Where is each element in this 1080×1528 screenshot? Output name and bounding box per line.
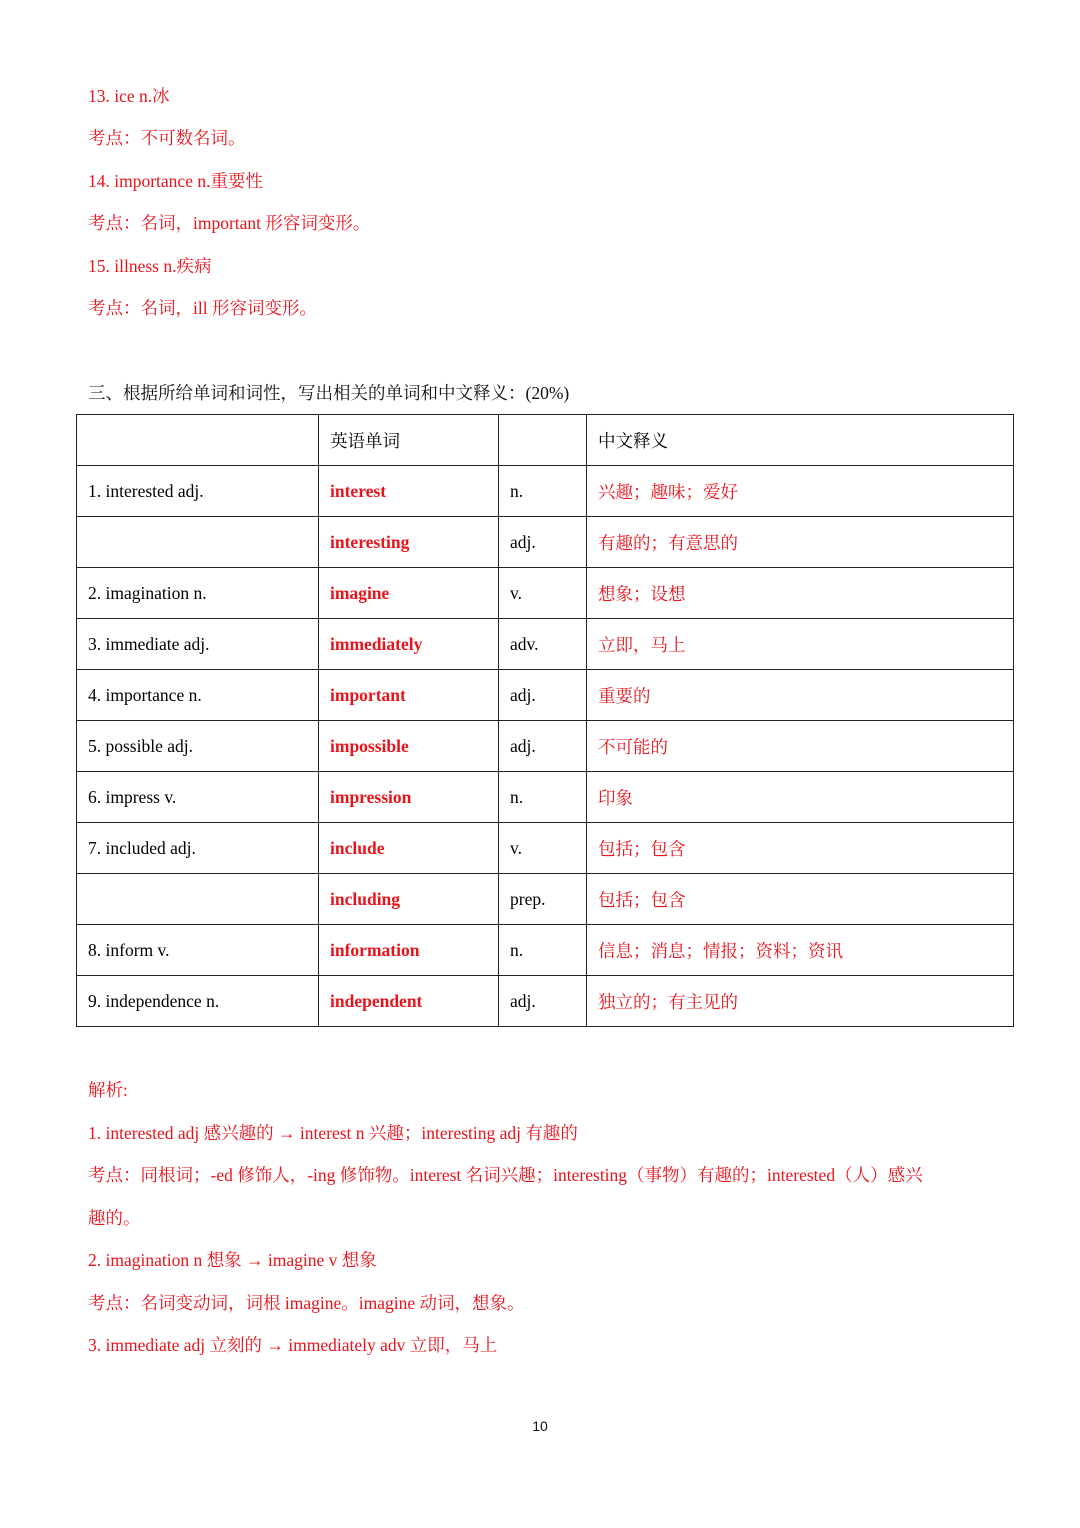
pos-cell: adj. (499, 976, 587, 1027)
given-word-cell: 7. included adj. (77, 823, 319, 874)
meaning-cell: 信息；消息；情报；资料；资讯 (587, 925, 1014, 976)
answer-word-cell: immediately (319, 619, 499, 670)
pos-cell: adj. (499, 670, 587, 721)
pos-cell: n. (499, 925, 587, 976)
answer-word-cell: impression (319, 772, 499, 823)
note-line: 考点：名词，important 形容词变形。 (88, 213, 371, 233)
answer-word-cell: include (319, 823, 499, 874)
given-word-cell (77, 874, 319, 925)
answer-word-cell: independent (319, 976, 499, 1027)
note-line: 考点：不可数名词。 (88, 128, 246, 148)
table-row (77, 823, 1014, 874)
header-cell-chinese-meaning: 中文释义 (587, 415, 1014, 466)
table-row (77, 568, 1014, 619)
note-line: 14. importance n.重要性 (88, 171, 263, 191)
given-word-cell (77, 517, 319, 568)
note-line: 考点：名词，ill 形容词变形。 (88, 298, 317, 318)
pos-cell: v. (499, 823, 587, 874)
given-word-cell: 9. independence n. (77, 976, 319, 1027)
table-row (77, 772, 1014, 823)
table-row (77, 721, 1014, 772)
given-word-cell: 1. interested adj. (77, 466, 319, 517)
pos-cell: n. (499, 466, 587, 517)
answer-word-cell: impossible (319, 721, 499, 772)
table-row (77, 976, 1014, 1027)
analysis-line: 考点：名词变动词，词根 imagine。imagine 动词，想象。 (88, 1293, 525, 1313)
table-row (77, 925, 1014, 976)
header-cell-english-word: 英语单词 (319, 415, 499, 466)
meaning-cell: 想象；设想 (587, 568, 1014, 619)
answer-word-cell: information (319, 925, 499, 976)
pos-cell: n. (499, 772, 587, 823)
answer-word-cell: imagine (319, 568, 499, 619)
analysis-line: 3. immediate adj 立刻的 → immediately adv 立即，马上 (88, 1335, 498, 1355)
analysis-title: 解析: (88, 1080, 128, 1100)
table-header-row (77, 415, 1014, 466)
answer-word-cell: including (319, 874, 499, 925)
note-line: 15. illness n.疾病 (88, 256, 212, 276)
answer-word-cell: interesting (319, 517, 499, 568)
meaning-cell: 重要的 (587, 670, 1014, 721)
meaning-cell: 独立的；有主见的 (587, 976, 1014, 1027)
given-word-cell: 3. immediate adj. (77, 619, 319, 670)
given-word-cell: 8. inform v. (77, 925, 319, 976)
pos-cell: adj. (499, 721, 587, 772)
analysis-line: 考点：同根词；-ed 修饰人，-ing 修饰物。interest 名词兴趣；interesting（事物）有趣的；interested（人）感兴 (88, 1165, 923, 1185)
analysis-line: 2. imagination n 想象 → imagine v 想象 (88, 1250, 377, 1270)
meaning-cell: 印象 (587, 772, 1014, 823)
pos-cell: v. (499, 568, 587, 619)
given-word-cell: 6. impress v. (77, 772, 319, 823)
given-word-cell: 4. importance n. (77, 670, 319, 721)
note-line: 13. ice n.冰 (88, 86, 170, 106)
header-cell-given (77, 415, 319, 466)
table-row (77, 619, 1014, 670)
pos-cell: adj. (499, 517, 587, 568)
page-number: 10 (532, 1418, 548, 1434)
pos-cell: prep. (499, 874, 587, 925)
given-word-cell: 5. possible adj. (77, 721, 319, 772)
header-cell-pos (499, 415, 587, 466)
analysis-line: 1. interested adj 感兴趣的 → interest n 兴趣；interesting adj 有趣的 (88, 1123, 578, 1143)
vocabulary-table (76, 414, 1014, 1027)
answer-word-cell: important (319, 670, 499, 721)
answer-word-cell: interest (319, 466, 499, 517)
given-word-cell: 2. imagination n. (77, 568, 319, 619)
pos-cell: adv. (499, 619, 587, 670)
meaning-cell: 包括；包含 (587, 874, 1014, 925)
meaning-cell: 立即，马上 (587, 619, 1014, 670)
meaning-cell: 有趣的；有意思的 (587, 517, 1014, 568)
section-title: 三、根据所给单词和词性，写出相关的单词和中文释义：(20%) (88, 383, 570, 403)
table-row (77, 670, 1014, 721)
table-row (77, 874, 1014, 925)
meaning-cell: 兴趣；趣味；爱好 (587, 466, 1014, 517)
table-row (77, 466, 1014, 517)
meaning-cell: 不可能的 (587, 721, 1014, 772)
analysis-line: 趣的。 (88, 1208, 141, 1228)
table-row (77, 517, 1014, 568)
meaning-cell: 包括；包含 (587, 823, 1014, 874)
